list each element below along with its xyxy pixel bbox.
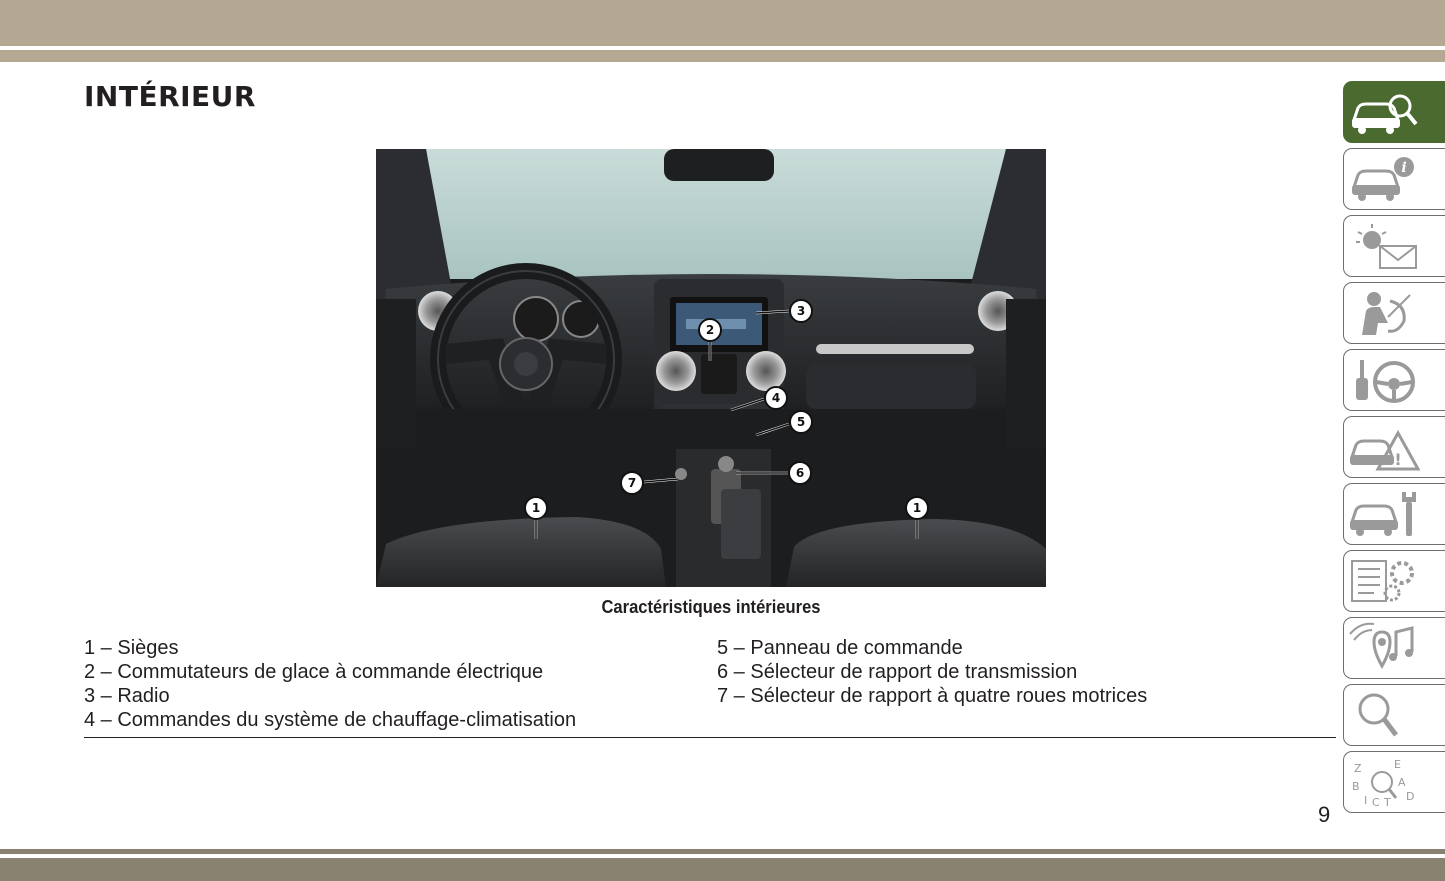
tab-safety[interactable] — [1343, 282, 1445, 344]
callout-climate-controls — [765, 387, 787, 409]
tab-getting-to-know-vehicle[interactable] — [1343, 81, 1445, 143]
svg-text:6: 6 — [795, 466, 805, 480]
specifications-gear-icon — [1348, 555, 1420, 607]
car-magnifier-icon — [1348, 86, 1420, 138]
tab-warning-lights[interactable] — [1343, 215, 1445, 277]
callout-power-windows — [699, 319, 721, 341]
tab-in-case-of-emergency[interactable] — [1343, 416, 1445, 478]
tab-index[interactable] — [1343, 751, 1445, 813]
svg-text:1: 1 — [912, 501, 922, 515]
svg-text:!: ! — [1394, 450, 1402, 469]
svg-text:I: I — [1364, 794, 1368, 807]
legend-item: 1 – Sièges — [84, 637, 179, 659]
warning-light-message-icon — [1348, 220, 1420, 272]
svg-text:2: 2 — [705, 323, 715, 337]
callout-radio — [790, 300, 812, 322]
svg-text:3: 3 — [796, 304, 806, 318]
page-number: 9 — [1318, 802, 1331, 827]
index-letters-icon — [1348, 756, 1420, 808]
svg-text:4: 4 — [771, 391, 781, 405]
tab-starting-operating[interactable] — [1343, 349, 1445, 411]
callout-transmission-selector — [789, 462, 811, 484]
bottom-color-band — [0, 858, 1445, 881]
legend-left — [84, 636, 576, 732]
svg-text:C: C — [1372, 796, 1380, 808]
page-title: INTÉRIEUR — [84, 80, 256, 113]
figure-caption: Caractéristiques intérieures — [601, 597, 821, 617]
top-color-band — [0, 0, 1445, 46]
tab-vehicle-info[interactable] — [1343, 148, 1445, 210]
legend-item: 4 – Commandes du système de chauffage-climatisation — [84, 709, 577, 731]
callout-seat-left — [525, 497, 547, 519]
car-info-icon — [1348, 153, 1420, 205]
svg-text:T: T — [1384, 796, 1391, 808]
svg-text:5: 5 — [796, 415, 806, 429]
callout-seat-right — [906, 497, 928, 519]
bottom-stripe — [0, 849, 1445, 854]
tab-servicing-maintenance[interactable] — [1343, 483, 1445, 545]
svg-text:7: 7 — [627, 476, 637, 490]
legend-item: 3 – Radio — [84, 685, 170, 707]
svg-text:Z: Z — [1354, 762, 1362, 775]
car-warning-triangle-icon — [1348, 421, 1420, 473]
section-rule — [84, 737, 1336, 738]
legend-item: 7 – Sélecteur de rapport à quatre roues motrices — [717, 685, 1148, 707]
key-steering-wheel-icon — [1348, 354, 1420, 406]
car-wrench-icon — [1348, 488, 1420, 540]
interior-photo — [376, 149, 1046, 587]
seat-airbag-icon — [1348, 287, 1420, 339]
svg-text:E: E — [1394, 758, 1401, 771]
legend-item: 2 – Commutateurs de glace à commande électrique — [84, 661, 544, 683]
tab-technical-specifications[interactable] — [1343, 550, 1445, 612]
svg-text:D: D — [1406, 790, 1415, 803]
tab-multimedia[interactable] — [1343, 617, 1445, 679]
svg-text:1: 1 — [531, 501, 541, 515]
svg-text:i: i — [1401, 160, 1407, 176]
callout-control-panel — [790, 411, 812, 433]
search-icon — [1348, 689, 1420, 741]
tab-customer-assistance[interactable] — [1343, 684, 1445, 746]
svg-text:A: A — [1398, 776, 1406, 789]
multimedia-icon — [1348, 622, 1420, 674]
legend-item: 6 – Sélecteur de rapport de transmission — [717, 661, 1078, 683]
legend-item: 5 – Panneau de commande — [717, 637, 963, 659]
svg-text:B: B — [1352, 780, 1360, 793]
callout-4wd-selector — [621, 472, 643, 494]
top-stripe — [0, 50, 1445, 62]
legend-right — [717, 636, 1147, 708]
